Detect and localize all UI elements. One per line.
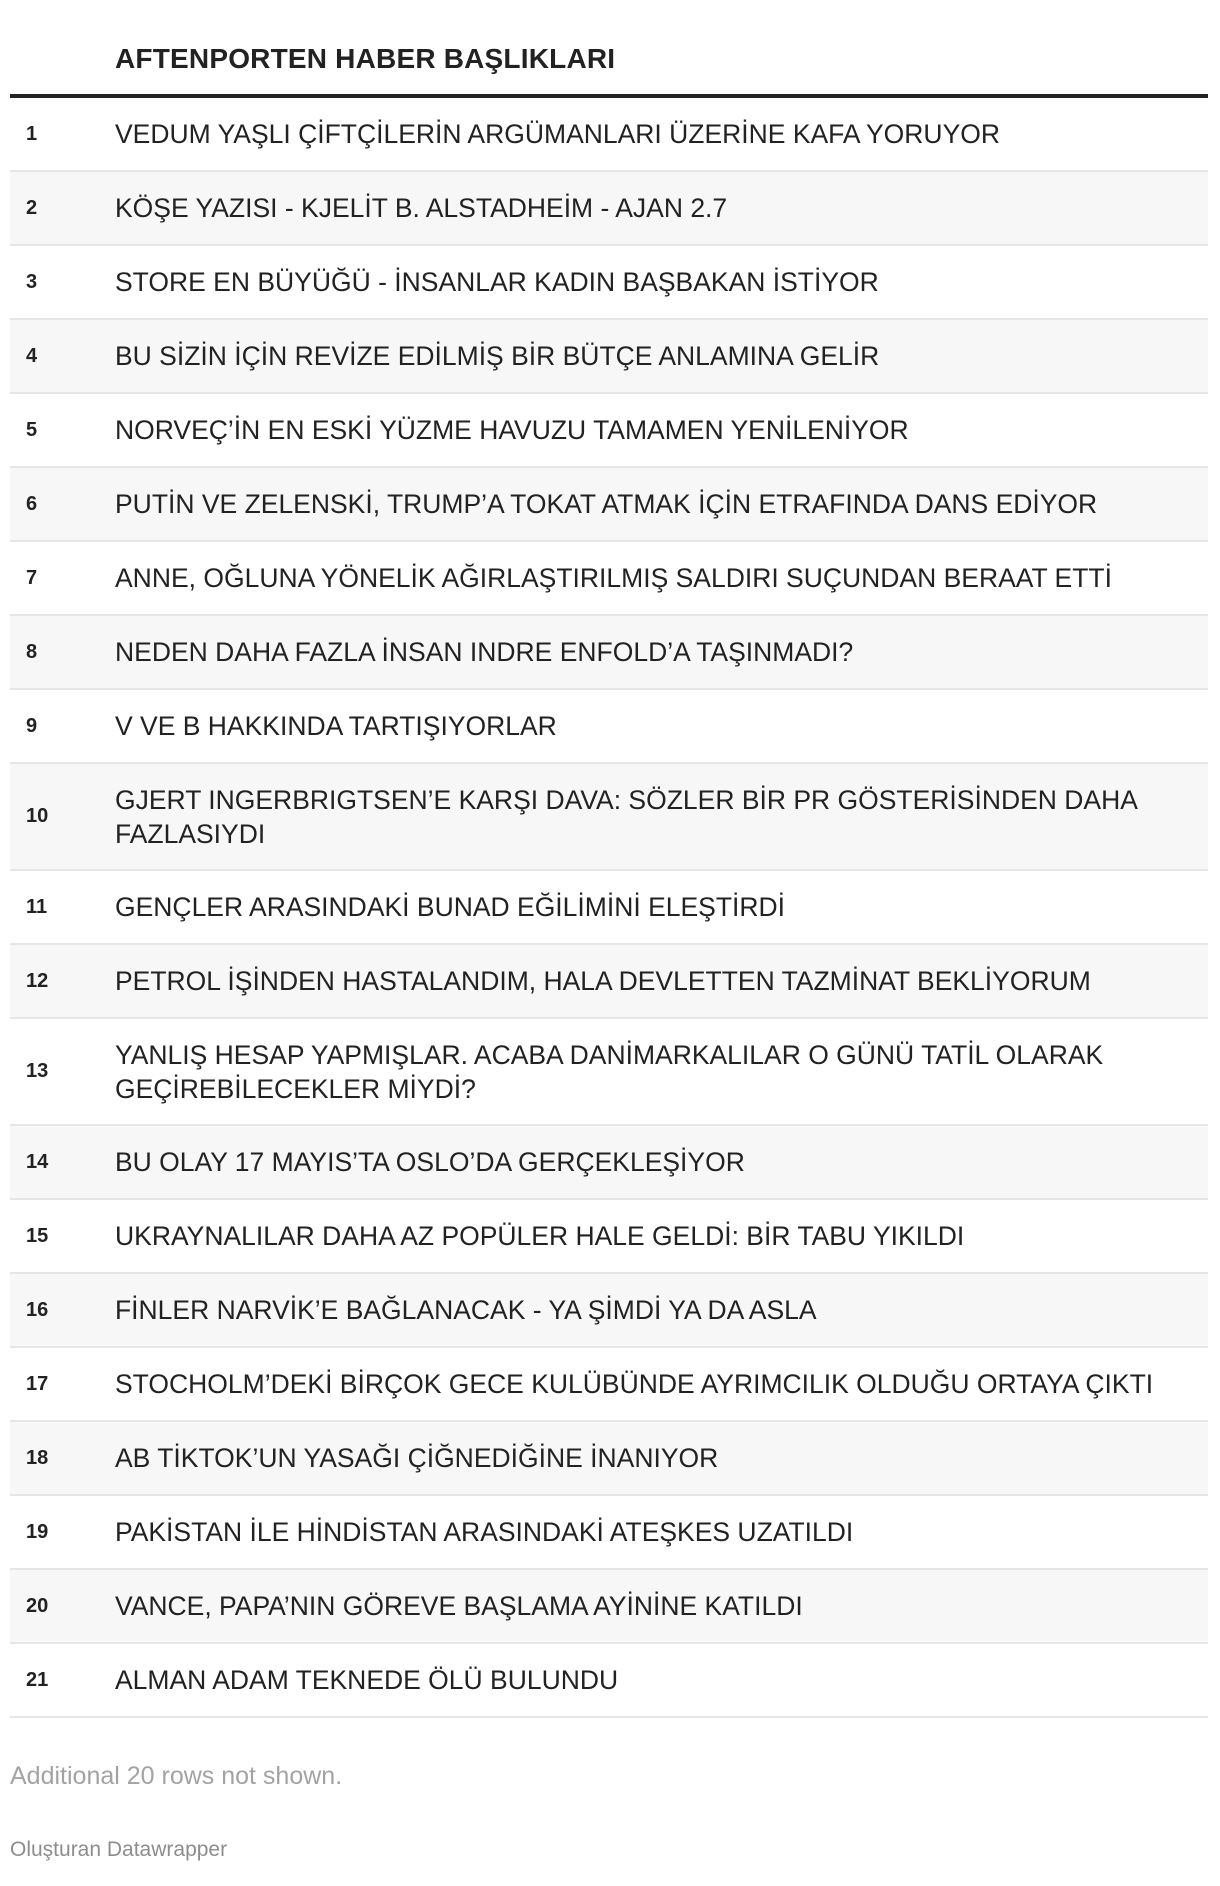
row-number: 21 <box>26 1668 49 1691</box>
row-headline: ANNE, OĞLUNA YÖNELİK AĞIRLAŞTIRILMIŞ SALDIRI SUÇUNDAN BERAAT ETTİ <box>115 563 1112 593</box>
row-number: 12 <box>26 969 49 992</box>
rows-not-shown-note: Additional 20 rows not shown. <box>10 1762 343 1790</box>
table-row <box>10 1348 1208 1422</box>
row-number: 8 <box>26 640 38 663</box>
row-headline: GJERT INGERBRIGTSEN’E KARŞI DAVA: SÖZLER BİR PR GÖSTERİSİNDEN DAHA FAZLASIYDI <box>115 784 1137 849</box>
table-row <box>10 871 1208 945</box>
row-number: 4 <box>26 344 38 367</box>
table-row <box>10 246 1208 320</box>
row-number: 6 <box>26 492 38 515</box>
row-headline: STOCHOLM’DEKİ BİRÇOK GECE KULÜBÜNDE AYRIMCILIK OLDUĞU ORTAYA ÇIKTI <box>115 1369 1154 1399</box>
row-number: 1 <box>26 122 38 145</box>
headlines-table <box>10 24 1208 1718</box>
table-row <box>10 1019 1208 1126</box>
row-headline: BU SİZİN İÇİN REVİZE EDİLMİŞ BİR BÜTÇE ANLAMINA GELİR <box>115 341 880 371</box>
table-row <box>10 764 1208 871</box>
row-headline: GENÇLER ARASINDAKİ BUNAD EĞİLİMİNİ ELEŞTİRDİ <box>115 892 786 922</box>
table-row <box>10 1422 1208 1496</box>
row-number: 10 <box>26 805 49 827</box>
row-number: 20 <box>26 1594 49 1617</box>
row-number: 9 <box>26 714 38 737</box>
table-row <box>10 945 1208 1019</box>
row-number: 18 <box>26 1446 49 1469</box>
row-headline: NEDEN DAHA FAZLA İNSAN INDRE ENFOLD’A TAŞINMADI? <box>115 637 854 667</box>
row-number: 19 <box>26 1520 49 1543</box>
row-number: 17 <box>26 1372 49 1395</box>
table-row <box>10 1644 1208 1718</box>
table-row <box>10 1200 1208 1274</box>
row-headline: BU OLAY 17 MAYIS’TA OSLO’DA GERÇEKLEŞİYOR <box>115 1147 745 1177</box>
table-row <box>10 1570 1208 1644</box>
row-headline: UKRAYNALILAR DAHA AZ POPÜLER HALE GELDİ: BİR TABU YIKILDI <box>115 1221 965 1251</box>
row-number: 2 <box>26 196 38 219</box>
table-row <box>10 98 1208 172</box>
table-title: AFTENPORTEN HABER BAŞLIKLARI <box>115 43 616 74</box>
row-headline: KÖŞE YAZISI - KJELİT B. ALSTADHEİM - AJAN 2.7 <box>115 193 728 223</box>
row-headline: VEDUM YAŞLI ÇİFTÇİLERİN ARGÜMANLARI ÜZERİNE KAFA YORUYOR <box>115 119 1000 149</box>
row-number: 15 <box>26 1224 49 1247</box>
table-row <box>10 394 1208 468</box>
row-number: 5 <box>26 418 38 441</box>
row-headline: FİNLER NARVİK’E BAĞLANACAK - YA ŞİMDİ YA DA ASLA <box>115 1295 817 1325</box>
table-row <box>10 468 1208 542</box>
row-number: 16 <box>26 1298 49 1321</box>
row-headline: AB TİKTOK’UN YASAĞI ÇİĞNEDİĞİNE İNANIYOR <box>115 1443 719 1473</box>
row-headline: PAKİSTAN İLE HİNDİSTAN ARASINDAKİ ATEŞKES UZATILDI <box>115 1517 854 1547</box>
row-headline: NORVEÇ’İN EN ESKİ YÜZME HAVUZU TAMAMEN YENİLENİYOR <box>115 415 909 445</box>
row-headline: PUTİN VE ZELENSKİ, TRUMP’A TOKAT ATMAK İÇİN ETRAFINDA DANS EDİYOR <box>115 489 1098 519</box>
row-number: 14 <box>26 1150 49 1173</box>
row-headline: STORE EN BÜYÜĞÜ - İNSANLAR KADIN BAŞBAKAN İSTİYOR <box>115 267 879 297</box>
table-row <box>10 690 1208 764</box>
table-row <box>10 616 1208 690</box>
row-number: 7 <box>26 566 38 589</box>
table-header <box>10 24 1208 98</box>
row-number: 11 <box>26 895 48 918</box>
row-headline: PETROL İŞİNDEN HASTALANDIM, HALA DEVLETTEN TAZMİNAT BEKLİYORUM <box>115 966 1091 996</box>
table-body <box>10 98 1208 1718</box>
row-headline: VANCE, PAPA’NIN GÖREVE BAŞLAMA AYİNİNE KATILDI <box>115 1591 803 1621</box>
row-number: 3 <box>26 270 38 293</box>
table-row <box>10 542 1208 616</box>
row-headline: V VE B HAKKINDA TARTIŞIYORLAR <box>115 711 557 741</box>
table-row <box>10 172 1208 246</box>
table-row <box>10 1496 1208 1570</box>
row-number: 13 <box>26 1060 49 1082</box>
table-row <box>10 1274 1208 1348</box>
row-headline: YANLIŞ HESAP YAPMIŞLAR. ACABA DANİMARKALILAR O GÜNÜ TATİL OLARAK GEÇİREBİLECEKLER MİYDİ? <box>115 1039 1104 1104</box>
table-row <box>10 320 1208 394</box>
datawrapper-credit[interactable]: Oluşturan Datawrapper <box>10 1838 228 1861</box>
row-headline: ALMAN ADAM TEKNEDE ÖLÜ BULUNDU <box>115 1665 619 1695</box>
table-row <box>10 1126 1208 1200</box>
